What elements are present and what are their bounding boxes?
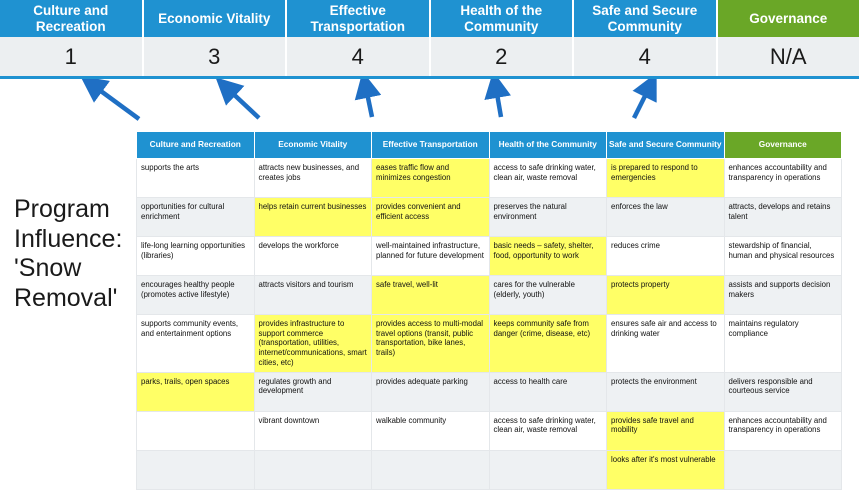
theme-header-effective-transportation [287, 0, 431, 37]
matrix-cell: provides access to multi-modal travel options (transit, public transportation, bike lanes, trails) [372, 315, 490, 373]
matrix-body [137, 159, 842, 490]
matrix-cell: is prepared to respond to emergencies [607, 159, 725, 198]
matrix-cell: regulates growth and development [254, 372, 372, 411]
caption-line-3: 'Snow [14, 254, 136, 284]
matrix-cell: encourages healthy people (promotes active lifestyle) [137, 276, 255, 315]
theme-header-safe-and-secure-community [574, 0, 718, 37]
influence-arrow-4 [496, 88, 501, 117]
matrix-cell: provides adequate parking [372, 372, 490, 411]
score-culture-and-recreation: 1 [0, 37, 144, 76]
matrix-cell: parks, trails, open spaces [137, 372, 255, 411]
matrix-cell: provides convenient and efficient access [372, 198, 490, 237]
matrix-cell: well-maintained infrastructure, planned for future development [372, 237, 490, 276]
matrix-cell: access to safe drinking water, clean air, waste removal [489, 159, 607, 198]
matrix-cell: access to health care [489, 372, 607, 411]
matrix-row [137, 276, 842, 315]
matrix-header-effective-transportation: Effective Transportation [372, 132, 490, 159]
caption-line-4: Removal' [14, 284, 136, 314]
matrix-cell: access to safe drinking water, clean air, waste removal [489, 411, 607, 450]
matrix-row [137, 411, 842, 450]
matrix-cell: basic needs – safety, shelter, food, opportunity to work [489, 237, 607, 276]
matrix-cell: provides safe travel and mobility [607, 411, 725, 450]
matrix-cell: safe travel, well-lit [372, 276, 490, 315]
influence-arrow-1 [94, 86, 139, 119]
matrix-cell: life-long learning opportunities (libraries) [137, 237, 255, 276]
influence-arrows-group [0, 79, 859, 131]
matrix-cell: preserves the natural environment [489, 198, 607, 237]
influence-matrix-table [136, 131, 842, 490]
matrix-row [137, 450, 842, 489]
theme-header-bar [0, 0, 859, 37]
theme-header-health-of-the-community [431, 0, 575, 37]
matrix-cell: provides infrastructure to support commerce (transportation, utilities, internet/communications, smart cities, etc) [254, 315, 372, 373]
matrix-cell: enhances accountability and transparency in operations [724, 159, 842, 198]
matrix-cell: eases traffic flow and minimizes congestion [372, 159, 490, 198]
matrix-header-economic-vitality: Economic Vitality [254, 132, 372, 159]
theme-header-culture-and-recreation [0, 0, 144, 37]
score-row [0, 37, 859, 76]
matrix-cell: supports community events, and entertainment options [137, 315, 255, 373]
matrix-cell: opportunities for cultural enrichment [137, 198, 255, 237]
score-governance: N/A [718, 37, 859, 76]
matrix-cell [372, 450, 490, 489]
matrix-cell [489, 450, 607, 489]
theme-header-economic-vitality [144, 0, 288, 37]
matrix-cell: enforces the law [607, 198, 725, 237]
matrix-header-culture-and-recreation: Culture and Recreation [137, 132, 255, 159]
matrix-row [137, 372, 842, 411]
matrix-header-governance: Governance [724, 132, 842, 159]
matrix-row [137, 237, 842, 276]
matrix-cell [137, 411, 255, 450]
influence-arrow-5 [634, 88, 649, 118]
matrix-cell: attracts, develops and retains talent [724, 198, 842, 237]
matrix-header-safe-and-secure-community: Safe and Secure Community [607, 132, 725, 159]
score-health-of-the-community: 2 [431, 37, 575, 76]
matrix-cell: delivers responsible and courteous service [724, 372, 842, 411]
theme-header-label: Culture and Recreation [4, 3, 138, 34]
program-influence-caption [14, 195, 136, 313]
matrix-cell: helps retain current businesses [254, 198, 372, 237]
matrix-cell: attracts new businesses, and creates jobs [254, 159, 372, 198]
influence-arrow-3 [366, 88, 372, 117]
matrix-cell: ensures safe air and access to drinking water [607, 315, 725, 373]
matrix-header-health-of-the-community: Health of the Community [489, 132, 607, 159]
matrix-cell: develops the workforce [254, 237, 372, 276]
influence-arrow-2 [228, 89, 259, 118]
matrix-header-row [137, 132, 842, 159]
score-safe-and-secure-community: 4 [574, 37, 718, 76]
matrix-cell: walkable community [372, 411, 490, 450]
matrix-cell: attracts visitors and tourism [254, 276, 372, 315]
matrix-cell: assists and supports decision makers [724, 276, 842, 315]
theme-header-label: Governance [749, 11, 827, 27]
matrix-cell: looks after it's most vulnerable [607, 450, 725, 489]
matrix-cell [724, 450, 842, 489]
matrix-cell: cares for the vulnerable (elderly, youth) [489, 276, 607, 315]
theme-header-label: Effective Transportation [291, 3, 425, 34]
matrix-cell: enhances accountability and transparency in operations [724, 411, 842, 450]
theme-header-label: Economic Vitality [158, 11, 270, 27]
caption-line-1: Program [14, 195, 136, 225]
theme-header-governance [718, 0, 859, 37]
matrix-cell: protects property [607, 276, 725, 315]
matrix-cell: keeps community safe from danger (crime, disease, etc) [489, 315, 607, 373]
matrix-row [137, 159, 842, 198]
matrix-cell: protects the environment [607, 372, 725, 411]
matrix-cell: maintains regulatory compliance [724, 315, 842, 373]
theme-header-label: Safe and Secure Community [578, 3, 712, 34]
matrix-cell [137, 450, 255, 489]
matrix-cell: stewardship of financial, human and physical resources [724, 237, 842, 276]
theme-header-label: Health of the Community [435, 3, 569, 34]
caption-line-2: Influence: [14, 225, 136, 255]
matrix-cell: vibrant downtown [254, 411, 372, 450]
matrix-cell [254, 450, 372, 489]
matrix-cell: reduces crime [607, 237, 725, 276]
matrix-row [137, 198, 842, 237]
matrix-cell: supports the arts [137, 159, 255, 198]
score-effective-transportation: 4 [287, 37, 431, 76]
score-economic-vitality: 3 [144, 37, 288, 76]
matrix-row [137, 315, 842, 373]
